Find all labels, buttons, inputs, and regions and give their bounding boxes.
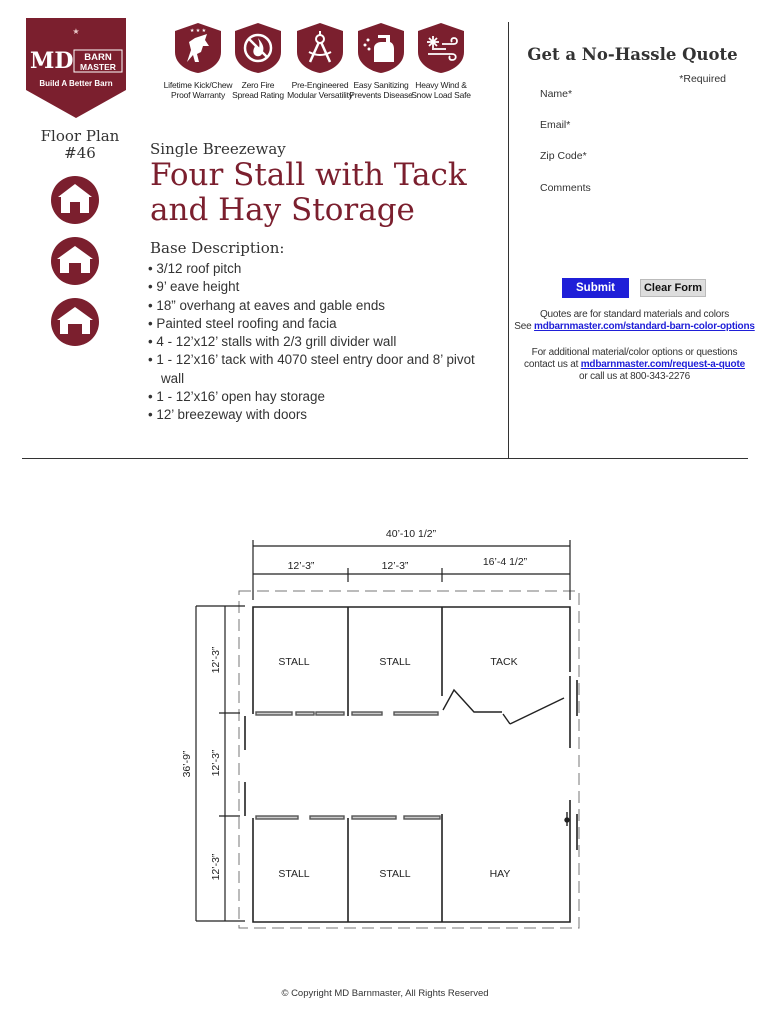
svg-text:★: ★ [72, 27, 80, 36]
dim-col1: 12’-3” [287, 560, 315, 572]
fire-icon [233, 22, 283, 74]
color-options-link[interactable]: mdbarnmaster.com/standard-barn-color-options [534, 321, 755, 332]
horse-icon [173, 22, 223, 74]
comments-field[interactable]: Comments [540, 182, 591, 194]
request-quote-link[interactable]: mdbarnmaster.com/request-a-quote [580, 359, 745, 370]
dim-row2: 12’-3” [210, 749, 222, 777]
page-title: Four Stall with Tack and Hay Storage [150, 157, 467, 228]
contact-note: For additional material/color options or questions contact us at mdbarnmaster.com/request-a-quote or call us at 800-343-2276 [524, 347, 745, 382]
badge-label-engineered: Pre-Engineered Modular Versatility [287, 80, 353, 100]
badge-label-fire: Zero Fire Spread Rating [232, 80, 284, 100]
logo-master-text: MASTER [80, 62, 116, 72]
badge-label-wind: Heavy Wind & Snow Load Safe [411, 80, 471, 100]
barn-elevation-icon [50, 297, 100, 347]
color-options-note: Quotes are for standard materials and colors See mdbarnmaster.com/standard-barn-color-options [514, 309, 755, 332]
room-label-tack: TACK [490, 656, 518, 668]
room-label-stall: STALL [278, 656, 310, 668]
email-field[interactable]: Email* [540, 119, 571, 131]
list-item: • 3/12 roof pitch [148, 261, 242, 276]
dim-row3: 12’-3” [210, 853, 222, 881]
tack-door-and-pivot-wall [443, 690, 569, 826]
list-item: • 12’ breezeway with doors [148, 407, 308, 423]
room-label-stall: STALL [278, 868, 310, 880]
logo-tagline: Build A Better Barn [39, 79, 113, 88]
list-item: • 18” overhang at eaves and gable ends [148, 297, 385, 313]
dim-col3: 16’-4 1/2” [482, 556, 528, 568]
dim-total-width: 40’-10 1/2” [385, 528, 437, 540]
list-item: • 4 - 12’x12’ stalls with 2/3 grill divider wall [148, 334, 397, 350]
dim-row1: 12’-3” [210, 646, 222, 674]
quote-form-title: Get a No-Hassle Quote [527, 45, 738, 64]
list-item: • 9’ eave height [148, 279, 240, 295]
floor-plan-label: Floor Plan #46 [40, 127, 120, 162]
copyright-notice: © Copyright MD Barnmaster, All Rights Reserved [281, 988, 489, 999]
room-label-stall: STALL [379, 868, 411, 880]
badge-label-sanitizing: Easy Sanitizing Prevents Disease [349, 80, 413, 100]
clear-form-button[interactable]: Clear Form [640, 279, 706, 297]
room-label-hay: HAY [489, 868, 511, 880]
base-description-heading: Base Description: [150, 239, 285, 257]
zip-code-field[interactable]: Zip Code* [540, 150, 587, 162]
svg-text:★ ★ ★: ★ ★ ★ [189, 28, 207, 34]
submit-button[interactable]: Submit [562, 278, 629, 298]
barn-elevation-icon [50, 236, 100, 286]
dim-col2: 12’-3” [381, 560, 409, 572]
barn-style-subtitle: Single Breezeway [150, 140, 286, 158]
name-field[interactable]: Name* [540, 88, 573, 100]
logo-barn-text: BARN [84, 52, 112, 63]
room-label-stall: STALL [379, 656, 411, 668]
floor-plan-drawing [0, 470, 770, 980]
base-description-list [148, 260, 493, 425]
stall-front-walls [256, 712, 440, 819]
list-item: • 1 - 12’x16’ open hay storage [148, 389, 325, 405]
spray-icon [356, 22, 406, 74]
wind-snow-icon [416, 22, 466, 74]
list-item: • 1 - 12’x16’ tack with 4070 steel entry door and 8’ pivot wall [148, 352, 475, 386]
horizontal-divider [22, 458, 748, 459]
badge-label-warranty: Lifetime Kick/Chew Proof Warranty [163, 80, 233, 100]
vertical-divider [508, 22, 509, 458]
required-note: *Required [679, 73, 726, 85]
barn-elevation-icon [50, 175, 100, 225]
compass-icon [295, 22, 345, 74]
logo-md-text: MD [30, 48, 74, 74]
list-item: • Painted steel roofing and facia [148, 315, 337, 331]
dim-total-depth: 36’-9” [181, 750, 193, 778]
md-barnmaster-logo [26, 18, 126, 118]
